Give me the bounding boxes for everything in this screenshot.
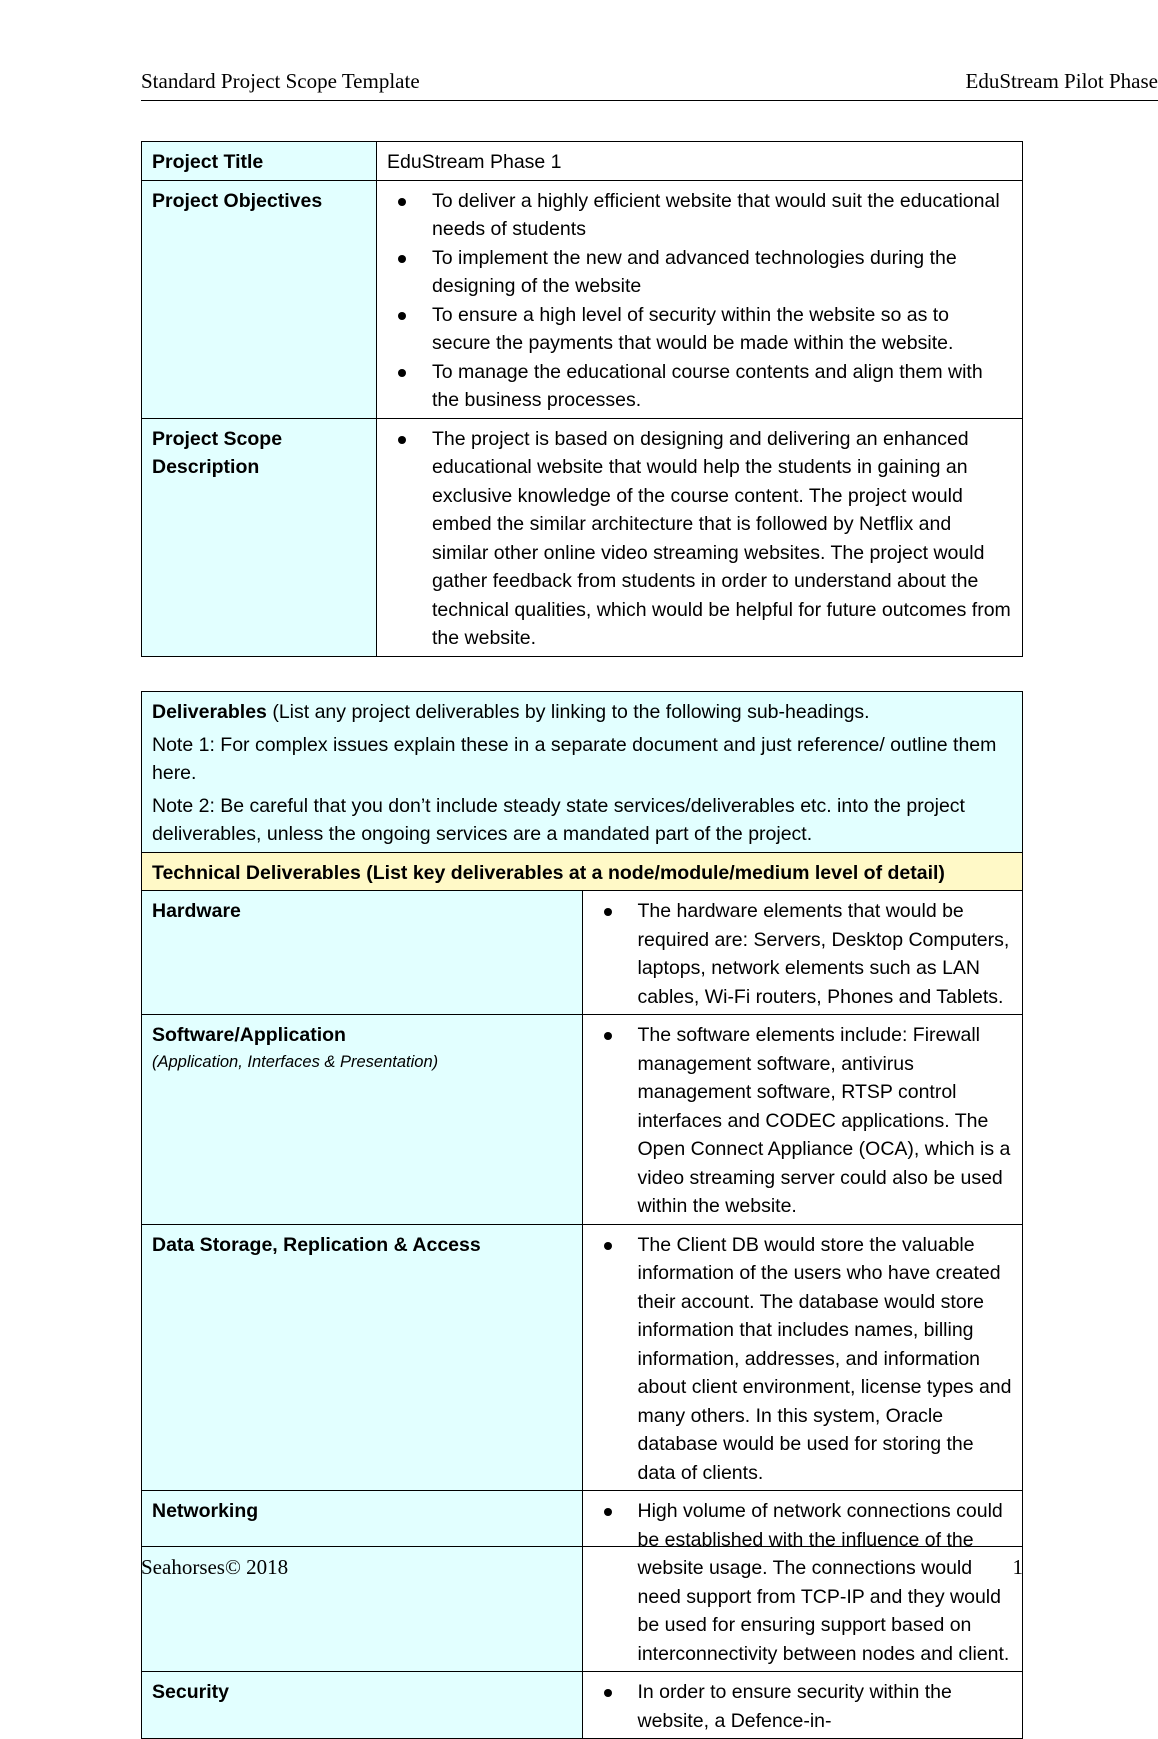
list-item: The Client DB would store the valuable information of the users who have created their account. The database would store information that includes names, billing information, addresses, and information about client environment, license types and many others. In this system, Oracle database would be used for storing the data of clients. [593,1231,1013,1488]
hardware-label: Hardware [142,891,583,1015]
software-row [142,1015,1023,1225]
software-label [142,1015,583,1225]
list-item: High volume of network connections could be established with the influence of the website usage. The connections would need support from TCP-IP and they would be used for ensuring support based on interconnectivity between nodes and client. [593,1497,1013,1668]
security-row [142,1672,1023,1739]
hardware-value [582,891,1023,1015]
list-item: The project is based on designing and delivering an enhanced educational website that would help the students in gaining an exclusive knowledge of the course content. The project would embed the similar architecture that is followed by Netflix and similar other online video streaming websites. The project would gather feedback from students in order to understand about the technical qualities, which would be helpful for future outcomes from the website. [387,425,1012,653]
project-scope-label: Project Scope Description [142,418,377,656]
networking-label: Networking [142,1491,583,1672]
project-objectives-row [142,180,1023,418]
project-scope-row [142,418,1023,656]
header-project-phase: EduStream Pilot Phase [966,69,1158,94]
bullet-icon [398,255,406,263]
data-storage-row [142,1224,1023,1491]
list-item: The hardware elements that would be required are: Servers, Desktop Computers, laptops, network elements such as LAN cables, Wi-Fi routers, Phones and Tablets. [593,897,1013,1011]
list-item: To implement the new and advanced technologies during the designing of the website [387,244,1012,301]
deliverables-note-2: Note 2: Be careful that you don’t include steady state services/deliverables etc. into the project deliverables, unless the ongoing services are a mandated part of the project. [152,792,1012,849]
software-label-text: Software/Application [152,1024,346,1046]
technical-deliverables-heading: Technical Deliverables (List key deliverables at a node/module/medium level of detail) [142,852,1023,891]
deliverables-heading: Deliverables (List any project deliverables by linking to the following sub-headings. [152,698,1012,727]
storage-list [593,1231,1013,1488]
deliverables-note-1: Note 1: For complex issues explain these in a separate document and just reference/ outline them here. [152,731,1012,788]
list-item: The software elements include: Firewall management software, antivirus management software, RTSP control interfaces and CODEC applications. The Open Connect Appliance (OCA), which is a video streaming server could also be used within the website. [593,1021,1013,1221]
security-list [593,1678,1013,1735]
project-title-value: EduStream Phase 1 [377,142,1023,181]
project-objectives-value [377,180,1023,418]
list-item: In order to ensure security within the website, a Defence-in- [593,1678,1013,1735]
bullet-icon [604,1242,612,1250]
list-item: To manage the educational course contents and align them with the business processes. [387,358,1012,415]
page-number: 1 [1013,1555,1024,1580]
project-title-row [142,142,1023,181]
hardware-list [593,897,1013,1011]
bullet-icon [604,1689,612,1697]
list-item: To ensure a high level of security within the website so as to secure the payments that would be made within the website. [387,301,1012,358]
bullet-icon [398,312,406,320]
page-header [141,66,1158,101]
project-summary-table [141,141,1023,657]
bullet-icon [398,436,406,444]
security-value [582,1672,1023,1739]
bullet-icon [398,198,406,206]
bullet-icon [604,1508,612,1516]
data-storage-label: Data Storage, Replication & Access [142,1224,583,1491]
software-label-sub: (Application, Interfaces & Presentation) [152,1050,572,1074]
software-list [593,1021,1013,1221]
data-storage-value [582,1224,1023,1491]
bullet-icon [604,908,612,916]
list-item: To deliver a highly efficient website that would suit the educational needs of students [387,187,1012,244]
scope-list [387,425,1012,653]
footer-copyright: Seahorses© 2018 [141,1555,288,1580]
objectives-list [387,187,1012,415]
page-footer [141,1546,1023,1587]
deliverables-intro-row [142,692,1023,853]
project-title-label: Project Title [142,142,377,181]
deliverables-intro [142,692,1023,853]
software-value [582,1015,1023,1225]
technical-deliverables-row [142,852,1023,891]
bullet-icon [398,369,406,377]
project-objectives-label: Project Objectives [142,180,377,418]
header-document-title: Standard Project Scope Template [141,69,420,94]
security-label: Security [142,1672,583,1739]
project-scope-value [377,418,1023,656]
hardware-row [142,891,1023,1015]
bullet-icon [604,1032,612,1040]
